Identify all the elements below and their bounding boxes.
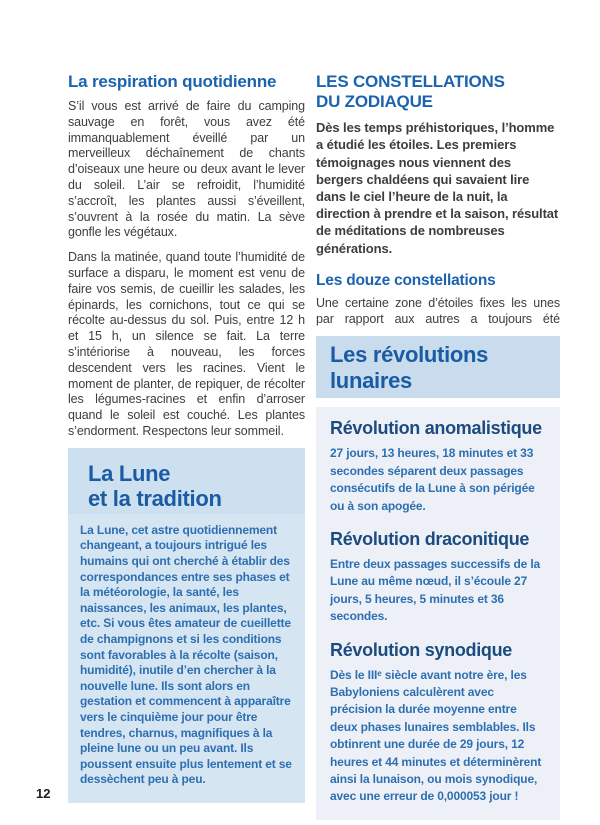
info-box-revolutions-content (316, 407, 560, 820)
paragraph-camping: S’il vous est arrivé de faire du camping sauvage en forêt, vous avez été immanquablement éveillé par un merveilleux déchaînement de chants d’oiseaux une heure ou deux avant le lever du soleil. L’air se refroidit, l’humidité s’accroît, les plantes aussi s’éveillent, s’ouvrent à la rosée du matin. La sève gonfle les végétaux. (68, 99, 305, 240)
entry-body-synodique: Dès le IIIᵉ siècle avant notre ère, les Babyloniens calculèrent avec précision la durée moyenne entre deux phases lunaires semblables. Ils obtinrent une durée de 29 jours, 12 heures et 44 minutes et déterminèrent ainsi la lunaison, ou mois synodique, avec une erreur de 0,000053 jour ! (330, 667, 542, 804)
info-box-revolutions-lunaires (316, 336, 560, 820)
info-box-lune-title-line2: et la tradition (88, 486, 222, 512)
heading-respiration-quotidienne: La respiration quotidienne (68, 72, 277, 91)
left-column (68, 72, 305, 803)
info-box-lune-title (88, 461, 295, 512)
paragraph-temps-prehistoriques: Dès les temps préhistoriques, l’homme a étudié les étoiles. Les premiers témoignages nous viennent des bergers chaldéens qui savaient lire dans le ciel l’heure de la nuit, la direction à prendre et la saison, résultat de méditations de nombreuses générations. (316, 120, 559, 256)
info-box-lune-text: La Lune, cet astre quotidiennement changeant, a toujours intrigué les humains qui ont cherché à établir des correspondances entre ses phases et la météorologie, la santé, les naissances, les animaux, les plantes, etc. Si vous êtes amateur de cueillette de champignons et si les conditions sont favorables à la récolte (saison, humidité), inutile d’en chercher à la nouvelle lune. Ils sont alors en gestation et commencent à apparaître vers le cinquième jour pour être tendres, charnus, magnifiques à la pleine lune ou un peu avant. Ils poussent ensuite plus lentement et se dessèchent peu à peu. (68, 514, 305, 803)
heading-douze-constellations: Les douze constellations (316, 271, 496, 289)
heading-constellations-zodiaque (316, 72, 560, 112)
paragraph-zone-etoiles: Une certaine zone d’étoiles fixes les unes par rapport aux autres a toujours été (316, 295, 560, 326)
right-column (316, 72, 560, 820)
heading-constellations-line1: LES CONSTELLATIONS (316, 72, 505, 91)
info-box-revolutions-header (316, 336, 560, 398)
heading-constellations-line2: DU ZODIAQUE (316, 92, 433, 112)
entry-revolution-draconitique (330, 529, 546, 626)
info-box-revolutions-title-line1: Les révolutions (330, 342, 489, 368)
paragraph-matinee: Dans la matinée, quand toute l’humidité de surface a disparu, le moment est venu de faire vos semis, de cueillir les salades, les épinards, les cornichons, tout ce qui se récolte au-dessus du sol. Puis, entre 12 h et 15 h, un silence se fait. La terre s’intériorise à nouveau, les forces descendent vers les racines. Vient le moment de planter, de repiquer, de récolter les légumes-racines et enfin d’arroser quand le soleil est couché. Les plantes s’endorment. Respectons leur sommeil. (68, 250, 305, 438)
entry-heading-anomalistique: Révolution anomalistique (330, 418, 542, 439)
info-box-lune-title-line1: La Lune (88, 460, 171, 486)
entry-body-draconitique: Entre deux passages successifs de la Lune au même nœud, il s’écoule 27 jours, 5 heures, 5 minutes et 36 secondes. (330, 556, 541, 624)
page-number: 12 (36, 786, 51, 801)
entry-heading-draconitique: Révolution draconitique (330, 528, 530, 549)
entry-body-anomalistique: 27 jours, 13 heures, 18 minutes et 33 secondes séparent deux passages consécutifs de la Lune à son périgée ou à son apogée. (330, 446, 535, 513)
entry-revolution-anomalistique (330, 418, 546, 515)
info-box-revolutions-title (330, 342, 550, 393)
info-box-revolutions-title-line2: lunaires (330, 367, 412, 393)
info-box-lune-tradition (68, 448, 305, 803)
entry-revolution-synodique (330, 640, 546, 806)
entry-heading-synodique: Révolution synodique (330, 639, 513, 660)
info-box-lune-header (68, 448, 305, 514)
